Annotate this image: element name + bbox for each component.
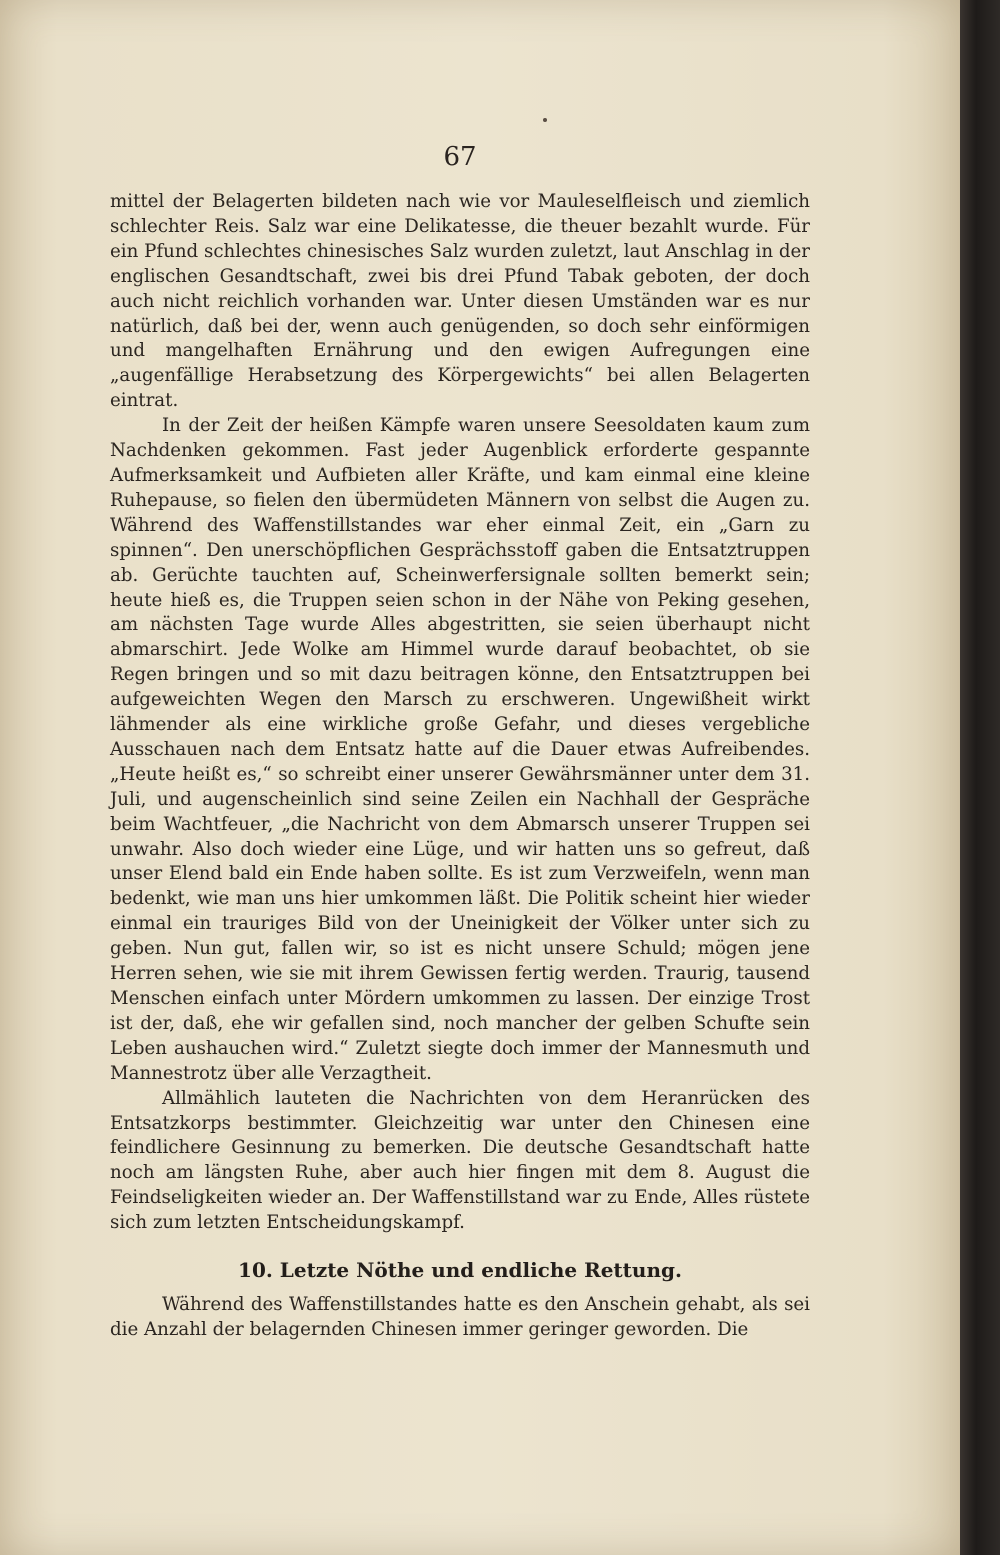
book-spine: [960, 0, 1000, 1555]
paragraph-3: Allmählich lauteten die Nachrichten von dem Heranrücken des Entsatzkorps bestimmter. Gleichzeitig war unter den Chinesen eine feindlichere Gesinnung zu bemerken. Die deutsche Gesandtschaft hatte noch am längsten Ruhe, aber auch hier fingen mit dem 8. August die Feindseligkeiten wieder an. Der Waffenstillstand war zu Ende, Alles rüstete sich zum letzten Entscheidungskampf.: [110, 1087, 810, 1234]
body-text: [110, 190, 810, 1343]
paragraph-2: In der Zeit der heißen Kämpfe waren unsere Seesoldaten kaum zum Nachdenken gekommen. Fast jeder Augenblick erforderte gespannte Aufmerksamkeit und Aufbieten aller Kräfte, und kam einmal eine kleine Ruhepause, so fielen den übermüdeten Männern von selbst die Augen zu. Während des Waffenstillstandes war eher einmal Zeit, ein „Garn zu spinnen“. Den unerschöpflichen Gesprächsstoff gaben die Entsatztruppen ab. Gerüchte tauchten auf, Scheinwerfersignale sollten bemerkt sein; heute hieß es, die Truppen seien schon in der Nähe von Peking gesehen, am nächsten Tage wurde Alles abgestritten, sie seien überhaupt nicht abmarschirt. Jede Wolke am Himmel wurde darauf beobachtet, ob sie Regen bringen und so mit dazu beitragen könne, den Entsatztruppen bei aufgeweichten Wegen den Marsch zu erschweren. Ungewißheit wirkt lähmender als eine wirkliche große Gefahr, und dieses vergebliche Ausschauen nach dem Entsatz hatte auf die Dauer etwas Aufreibendes. „Heute heißt es,“ so schreibt einer unserer Gewährsmänner unter dem 31. Juli, und augenscheinlich sind seine Zeilen ein Nachhall der Gespräche beim Wachtfeuer, „die Nachricht von dem Abmarsch unserer Truppen sei unwahr. Also doch wieder eine Lüge, und wir hatten uns so gefreut, daß unser Elend bald ein Ende haben sollte. Es ist zum Verzweifeln, wenn man bedenkt, wie man uns hier umkommen läßt. Die Politik scheint hier wieder einmal ein trauriges Bild von der Uneinigkeit der Völker unter sich zu geben. Nun gut, fallen wir, so ist es nicht unsere Schuld; mögen jene Herren sehen, wie sie mit ihrem Gewissen fertig werden. Traurig, tausend Menschen einfach unter Mördern umkommen zu lassen. Der einzige Trost ist der, daß, ehe wir gefallen sind, noch mancher der gelben Schufte sein Leben aushauchen wird.“ Zuletzt siegte doch immer der Mannesmuth und Mannestrotz über alle Verzagtheit.: [110, 415, 810, 1084]
page-number: 67: [443, 142, 477, 172]
section-heading: 10. Letzte Nöthe und endliche Rettung.: [238, 1258, 682, 1283]
paragraph-1: mittel der Belagerten bildeten nach wie vor Mauleselfleisch und ziemlich schlechter Reis. Salz war eine Delikatesse, die theuer bezahlt wurde. Für ein Pfund schlechtes chinesisches Salz wurden zuletzt, laut Anschlag in der englischen Gesandtschaft, zwei bis drei Pfund Tabak geboten, der doch auch nicht reichlich vorhanden war. Unter diesen Umständen war es nur natürlich, daß bei der, wenn auch genügenden, so doch sehr einförmigen und mangelhaften Ernährung und den ewigen Aufregungen eine „augenfällige Herabsetzung des Körpergewichts“ bei allen Belagerten eintrat.: [110, 191, 810, 412]
ink-speck: [543, 118, 547, 122]
paragraph-4: Während des Waffenstillstandes hatte es den Anschein gehabt, als sei die Anzahl der belagernden Chinesen immer geringer geworden. Die: [110, 1293, 810, 1340]
